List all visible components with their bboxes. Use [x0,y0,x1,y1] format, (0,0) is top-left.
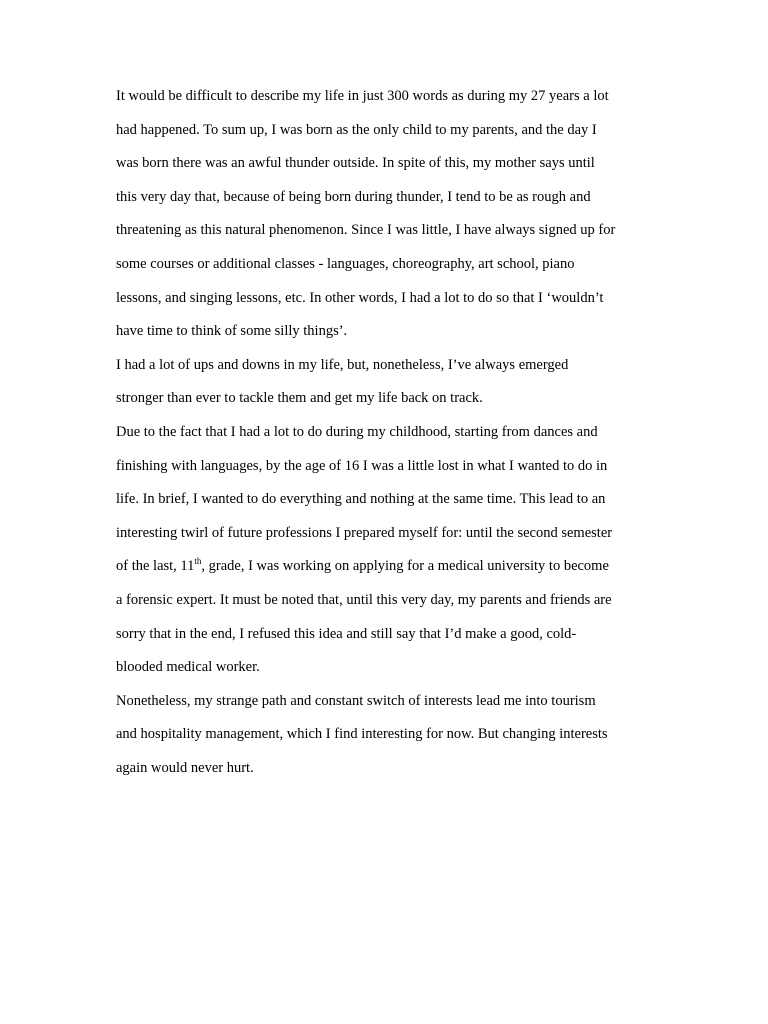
text-line: have time to think of some silly things’. [116,323,348,340]
text-line: Due to the fact that I had a lot to do during my childhood, starting from dances and [116,423,598,440]
text-line: again would never hurt. [116,759,254,776]
text-line: blooded medical worker. [116,659,260,676]
text-line: finishing with languages, by the age of 16 I was a little lost in what I wanted to do in [116,457,608,474]
text-line: some courses or additional classes - languages, choreography, art school, piano [116,255,575,272]
text-line: lessons, and singing lessons, etc. In other words, I had a lot to do so that I ‘wouldn’t [116,289,604,306]
text-line: It would be difficult to describe my life in just 300 words as during my 27 years a lot [116,88,609,104]
text-line: was born there was an awful thunder outside. In spite of this, my mother says until [116,155,595,172]
text-line: this very day that, because of being born during thunder, I tend to be as rough and [116,188,591,205]
text-line: interesting twirl of future professions I prepared myself for: until the second semester [116,524,613,541]
ordinal-superscript: th [194,556,202,567]
text-segment: of the last, 11 [116,558,195,575]
text-line: a forensic expert. It must be noted that, until this very day, my parents and friends are [116,591,612,608]
text-line: life. In brief, I wanted to do everything and nothing at the same time. This lead to an [116,491,606,508]
text-line: had happened. To sum up, I was born as the only child to my parents, and the day I [116,121,597,138]
paragraph-4 [116,689,656,790]
paragraph-3 [116,420,656,689]
document-body [116,84,656,789]
paragraph-2 [116,353,656,420]
text-line: Nonetheless, my strange path and constant switch of interests lead me into tourism [116,692,596,709]
text-line: sorry that in the end, I refused this idea and still say that I’d make a good, cold- [116,625,577,642]
text-line: stronger than ever to tackle them and get my life back on track. [116,390,483,407]
text-segment: , grade, I was working on applying for a medical university to become [201,558,609,575]
paragraph-1 [116,84,656,353]
text-line: I had a lot of ups and downs in my life, but, nonetheless, I’ve always emerged [116,356,569,373]
text-line-with-superscript [116,554,656,588]
text-line: threatening as this natural phenomenon. Since I was little, I have always signed up for [116,222,616,239]
text-line: and hospitality management, which I find interesting for now. But changing interests [116,726,608,743]
